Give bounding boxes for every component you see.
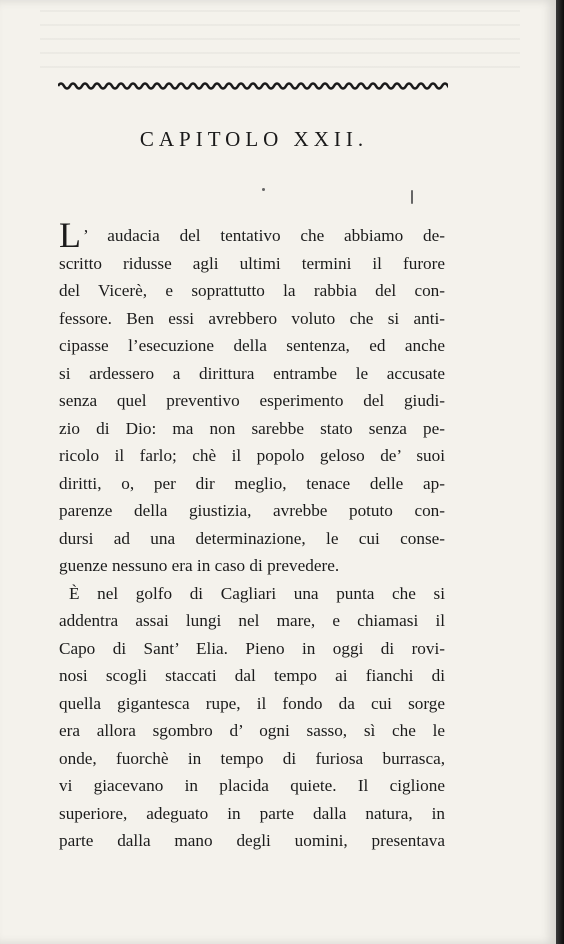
text-line: ricolo il farlo; chè il popolo geloso de’ suoi [59, 446, 445, 465]
text-line: parte dalla mano degli uomini, presentava [59, 831, 445, 850]
ornamental-rule [58, 80, 448, 92]
text-line: senza quel preventivo esperimento del giudi- [59, 391, 445, 410]
text-line: dursi ad una determinazione, le cui conse- [59, 528, 445, 548]
print-speck [262, 188, 265, 191]
text-line: diritti, o, per dir meglio, tenace delle ap- [59, 473, 445, 493]
text-line: L ’ audacia del tentativo che abbiamo de- [59, 215, 445, 255]
text-line: superiore, adeguato in parte dalla natura, in [59, 803, 445, 823]
text-line: zio di Dio: ma non sarebbe stato senza pe- [59, 418, 445, 438]
print-speck [411, 190, 413, 204]
text-line: cipasse l’esecuzione della sentenza, ed anche [59, 336, 445, 355]
text-line: onde, fuorchè in tempo di furiosa burrasca, [59, 748, 445, 768]
text-line: guenze nessuno era in caso di prevedere. [59, 556, 340, 575]
page-edge-shadow [556, 0, 564, 944]
text-line: era allora sgombro d’ ogni sasso, sì che le [59, 721, 445, 740]
text-line: quella gigantesca rupe, il fondo da cui sorge [59, 693, 445, 713]
drop-cap: L [59, 215, 81, 255]
text-line: addentra assai lungi nel mare, e chiamasi il [59, 611, 445, 630]
text-line: vi giacevano in placida quiete. Il ciglione [59, 776, 445, 795]
text-line: fessore. Ben essi avrebbero voluto che si anti- [59, 308, 445, 328]
show-through-text [40, 10, 520, 68]
text-line: scritto ridusse agli ultimi termini il furore [59, 253, 445, 273]
text-line: Capo di Sant’ Elia. Pieno in oggi di rovi- [59, 638, 445, 658]
body-text [59, 215, 445, 855]
text-line: nosi scogli staccati dal tempo ai fianchi di [59, 666, 445, 685]
text-line: È nel golfo di Cagliari una punta che si [69, 583, 445, 603]
text-line: parenze della giustizia, avrebbe potuto con- [59, 501, 445, 520]
chapter-title: CAPITOLO XXII. [139, 127, 369, 151]
text-line: si ardessero a dirittura entrambe le accusate [59, 363, 445, 383]
text-line: del Vicerè, e soprattutto la rabbia del con- [59, 281, 445, 300]
